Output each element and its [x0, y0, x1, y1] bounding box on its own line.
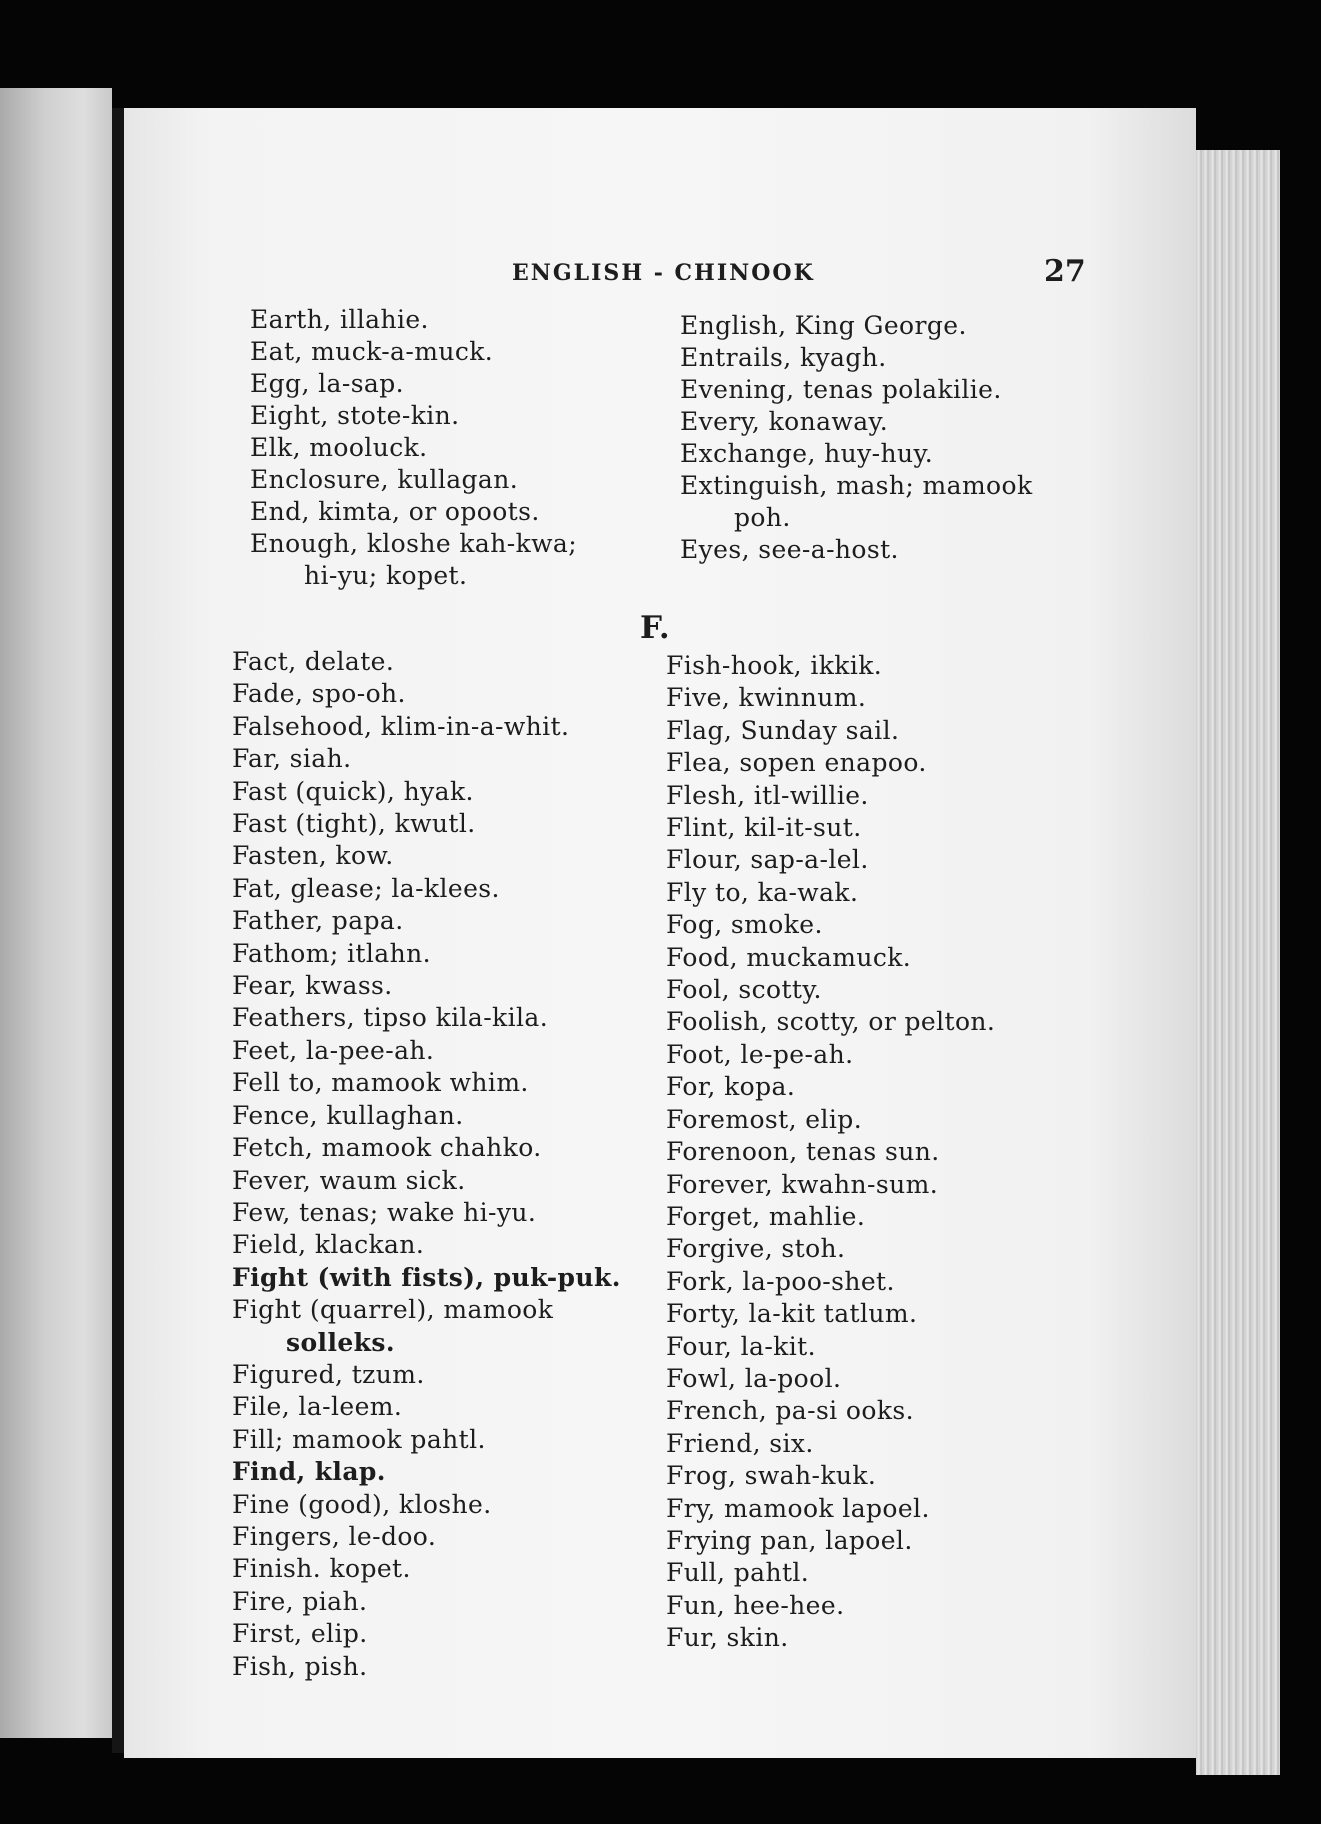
dictionary-entry: Frog, swah-kuk.: [666, 1461, 877, 1491]
dictionary-entry: Fog, smoke.: [666, 910, 823, 940]
f-left-column: [232, 646, 621, 1683]
dictionary-entry: Frying pan, lapoel.: [666, 1525, 913, 1555]
dictionary-entry: Enough, kloshe kah-kwa;: [250, 529, 578, 558]
dictionary-entry: Father, papa.: [232, 906, 404, 936]
book-gutter: [112, 108, 124, 1753]
dictionary-entry: Forever, kwahn-sum.: [666, 1169, 939, 1199]
dictionary-entry: First, elip.: [232, 1619, 368, 1649]
section-letter: F.: [640, 610, 670, 646]
dictionary-entry: Egg, la-sap.: [250, 369, 404, 398]
dictionary-entry: Enclosure, kullagan.: [250, 465, 519, 494]
dictionary-entry: poh.: [734, 503, 791, 532]
dictionary-entry: Feathers, tipso kila-kila.: [232, 1003, 549, 1033]
dictionary-entry: Earth, illahie.: [250, 305, 429, 334]
dictionary-entry: Fat, glease; la-klees.: [232, 873, 500, 903]
dictionary-entry: Evening, tenas polakilie.: [680, 375, 1002, 404]
dictionary-entry: Eight, stote-kin.: [250, 401, 460, 430]
e-left-column: [250, 304, 577, 592]
f-right-column: [666, 650, 995, 1655]
dictionary-entry: For, kopa.: [666, 1072, 796, 1102]
dictionary-entry: Fade, spo-oh.: [232, 679, 406, 709]
dictionary-entry: Fry, mamook lapoel.: [666, 1493, 930, 1523]
dictionary-entry: Finish. kopet.: [232, 1554, 411, 1584]
dictionary-entry: File, la-leem.: [232, 1392, 403, 1422]
dictionary-entry: Feet, la-pee-ah.: [232, 1035, 435, 1065]
dictionary-entry: Fine (good), kloshe.: [232, 1489, 492, 1519]
dictionary-entry: Fever, waum sick.: [232, 1165, 466, 1195]
dictionary-entry: Forty, la-kit tatlum.: [666, 1299, 918, 1329]
dictionary-entry: Forgive, stoh.: [666, 1234, 846, 1264]
dictionary-entry: Eyes, see-a-host.: [680, 535, 899, 564]
dictionary-entry: Flour, sap-a-lel.: [666, 845, 869, 875]
dictionary-entry: Elk, mooluck.: [250, 433, 428, 462]
dictionary-entry: Fear, kwass.: [232, 971, 393, 1001]
dictionary-entry: Forenoon, tenas sun.: [666, 1137, 940, 1167]
dictionary-entry: Fence, kullaghan.: [232, 1100, 464, 1130]
dictionary-entry: Five, kwinnum.: [666, 683, 867, 713]
dictionary-entry: Fell to, mamook whim.: [232, 1068, 529, 1098]
dictionary-entry: hi-yu; kopet.: [304, 561, 468, 590]
dictionary-entry: Fact, delate.: [232, 647, 395, 676]
dictionary-entry: Friend, six.: [666, 1428, 814, 1458]
dictionary-entry: Fork, la-poo-shet.: [666, 1266, 895, 1296]
page-number: 27: [1044, 254, 1086, 289]
dictionary-entry: Flea, sopen enapoo.: [666, 748, 927, 778]
dictionary-entry: Fathom; itlahn.: [232, 938, 431, 968]
dictionary-entry: Figured, tzum.: [232, 1359, 425, 1389]
dictionary-entry: Eat, muck-a-muck.: [250, 337, 494, 366]
dictionary-entry: Fingers, le-doo.: [232, 1521, 437, 1551]
dictionary-entry: English, King George.: [680, 311, 967, 340]
dictionary-entry: Extinguish, mash; mamook: [680, 471, 1033, 500]
dictionary-entry: Fur, skin.: [666, 1623, 789, 1653]
dictionary-entry: Fun, hee-hee.: [666, 1590, 845, 1620]
e-right-column: [680, 310, 1033, 566]
dictionary-entry: Fish-hook, ikkik.: [666, 651, 883, 680]
dictionary-entry: Fasten, kow.: [232, 841, 394, 871]
running-head: ENGLISH - CHINOOK: [512, 260, 815, 286]
dictionary-entry: End, kimta, or opoots.: [250, 497, 540, 526]
dictionary-entry: Forget, mahlie.: [666, 1201, 866, 1231]
dictionary-entry: Exchange, huy-huy.: [680, 439, 934, 468]
dictionary-entry: Fast (tight), kwutl.: [232, 809, 476, 839]
dictionary-entry: French, pa-si ooks.: [666, 1396, 914, 1426]
dictionary-entry: Full, pahtl.: [666, 1558, 810, 1588]
page-stack-edge: [1196, 150, 1280, 1775]
dictionary-entry: Flag, Sunday sail.: [666, 715, 900, 745]
dictionary-entry: Fool, scotty.: [666, 975, 822, 1005]
dictionary-entry: Foremost, elip.: [666, 1104, 863, 1134]
dictionary-entry: Fowl, la-pool.: [666, 1363, 842, 1393]
dictionary-entry: Foot, le-pe-ah.: [666, 1039, 854, 1069]
dictionary-entry: Few, tenas; wake hi-yu.: [232, 1197, 537, 1227]
dictionary-entry: Fight (with fists), puk-puk.: [232, 1262, 621, 1292]
dictionary-entry: Find, klap.: [232, 1457, 386, 1487]
dictionary-entry: Fetch, mamook chahko.: [232, 1133, 542, 1163]
dictionary-entry: Every, konaway.: [680, 407, 889, 436]
dictionary-entry: Field, klackan.: [232, 1230, 425, 1260]
left-page-edge: [0, 88, 112, 1738]
dictionary-entry: Fill; mamook pahtl.: [232, 1424, 486, 1454]
book-page: [124, 108, 1196, 1758]
dictionary-entry: Falsehood, klim-in-a-whit.: [232, 711, 570, 741]
dictionary-entry: Flint, kil-it-sut.: [666, 813, 862, 843]
dictionary-entry: solleks.: [286, 1327, 395, 1357]
dictionary-entry: Flesh, itl-willie.: [666, 780, 869, 810]
dictionary-entry: Fish, pish.: [232, 1651, 368, 1681]
dictionary-entry: Food, muckamuck.: [666, 942, 912, 972]
dictionary-entry: Entrails, kyagh.: [680, 343, 887, 372]
dictionary-entry: Far, siah.: [232, 744, 352, 774]
dictionary-entry: Fire, piah.: [232, 1586, 368, 1616]
dictionary-entry: Fly to, ka-wak.: [666, 877, 859, 907]
dictionary-entry: Fast (quick), hyak.: [232, 776, 474, 806]
dictionary-entry: Foolish, scotty, or pelton.: [666, 1007, 996, 1037]
dictionary-entry: Four, la-kit.: [666, 1331, 816, 1361]
dictionary-entry: Fight (quarrel), mamook: [232, 1295, 554, 1325]
